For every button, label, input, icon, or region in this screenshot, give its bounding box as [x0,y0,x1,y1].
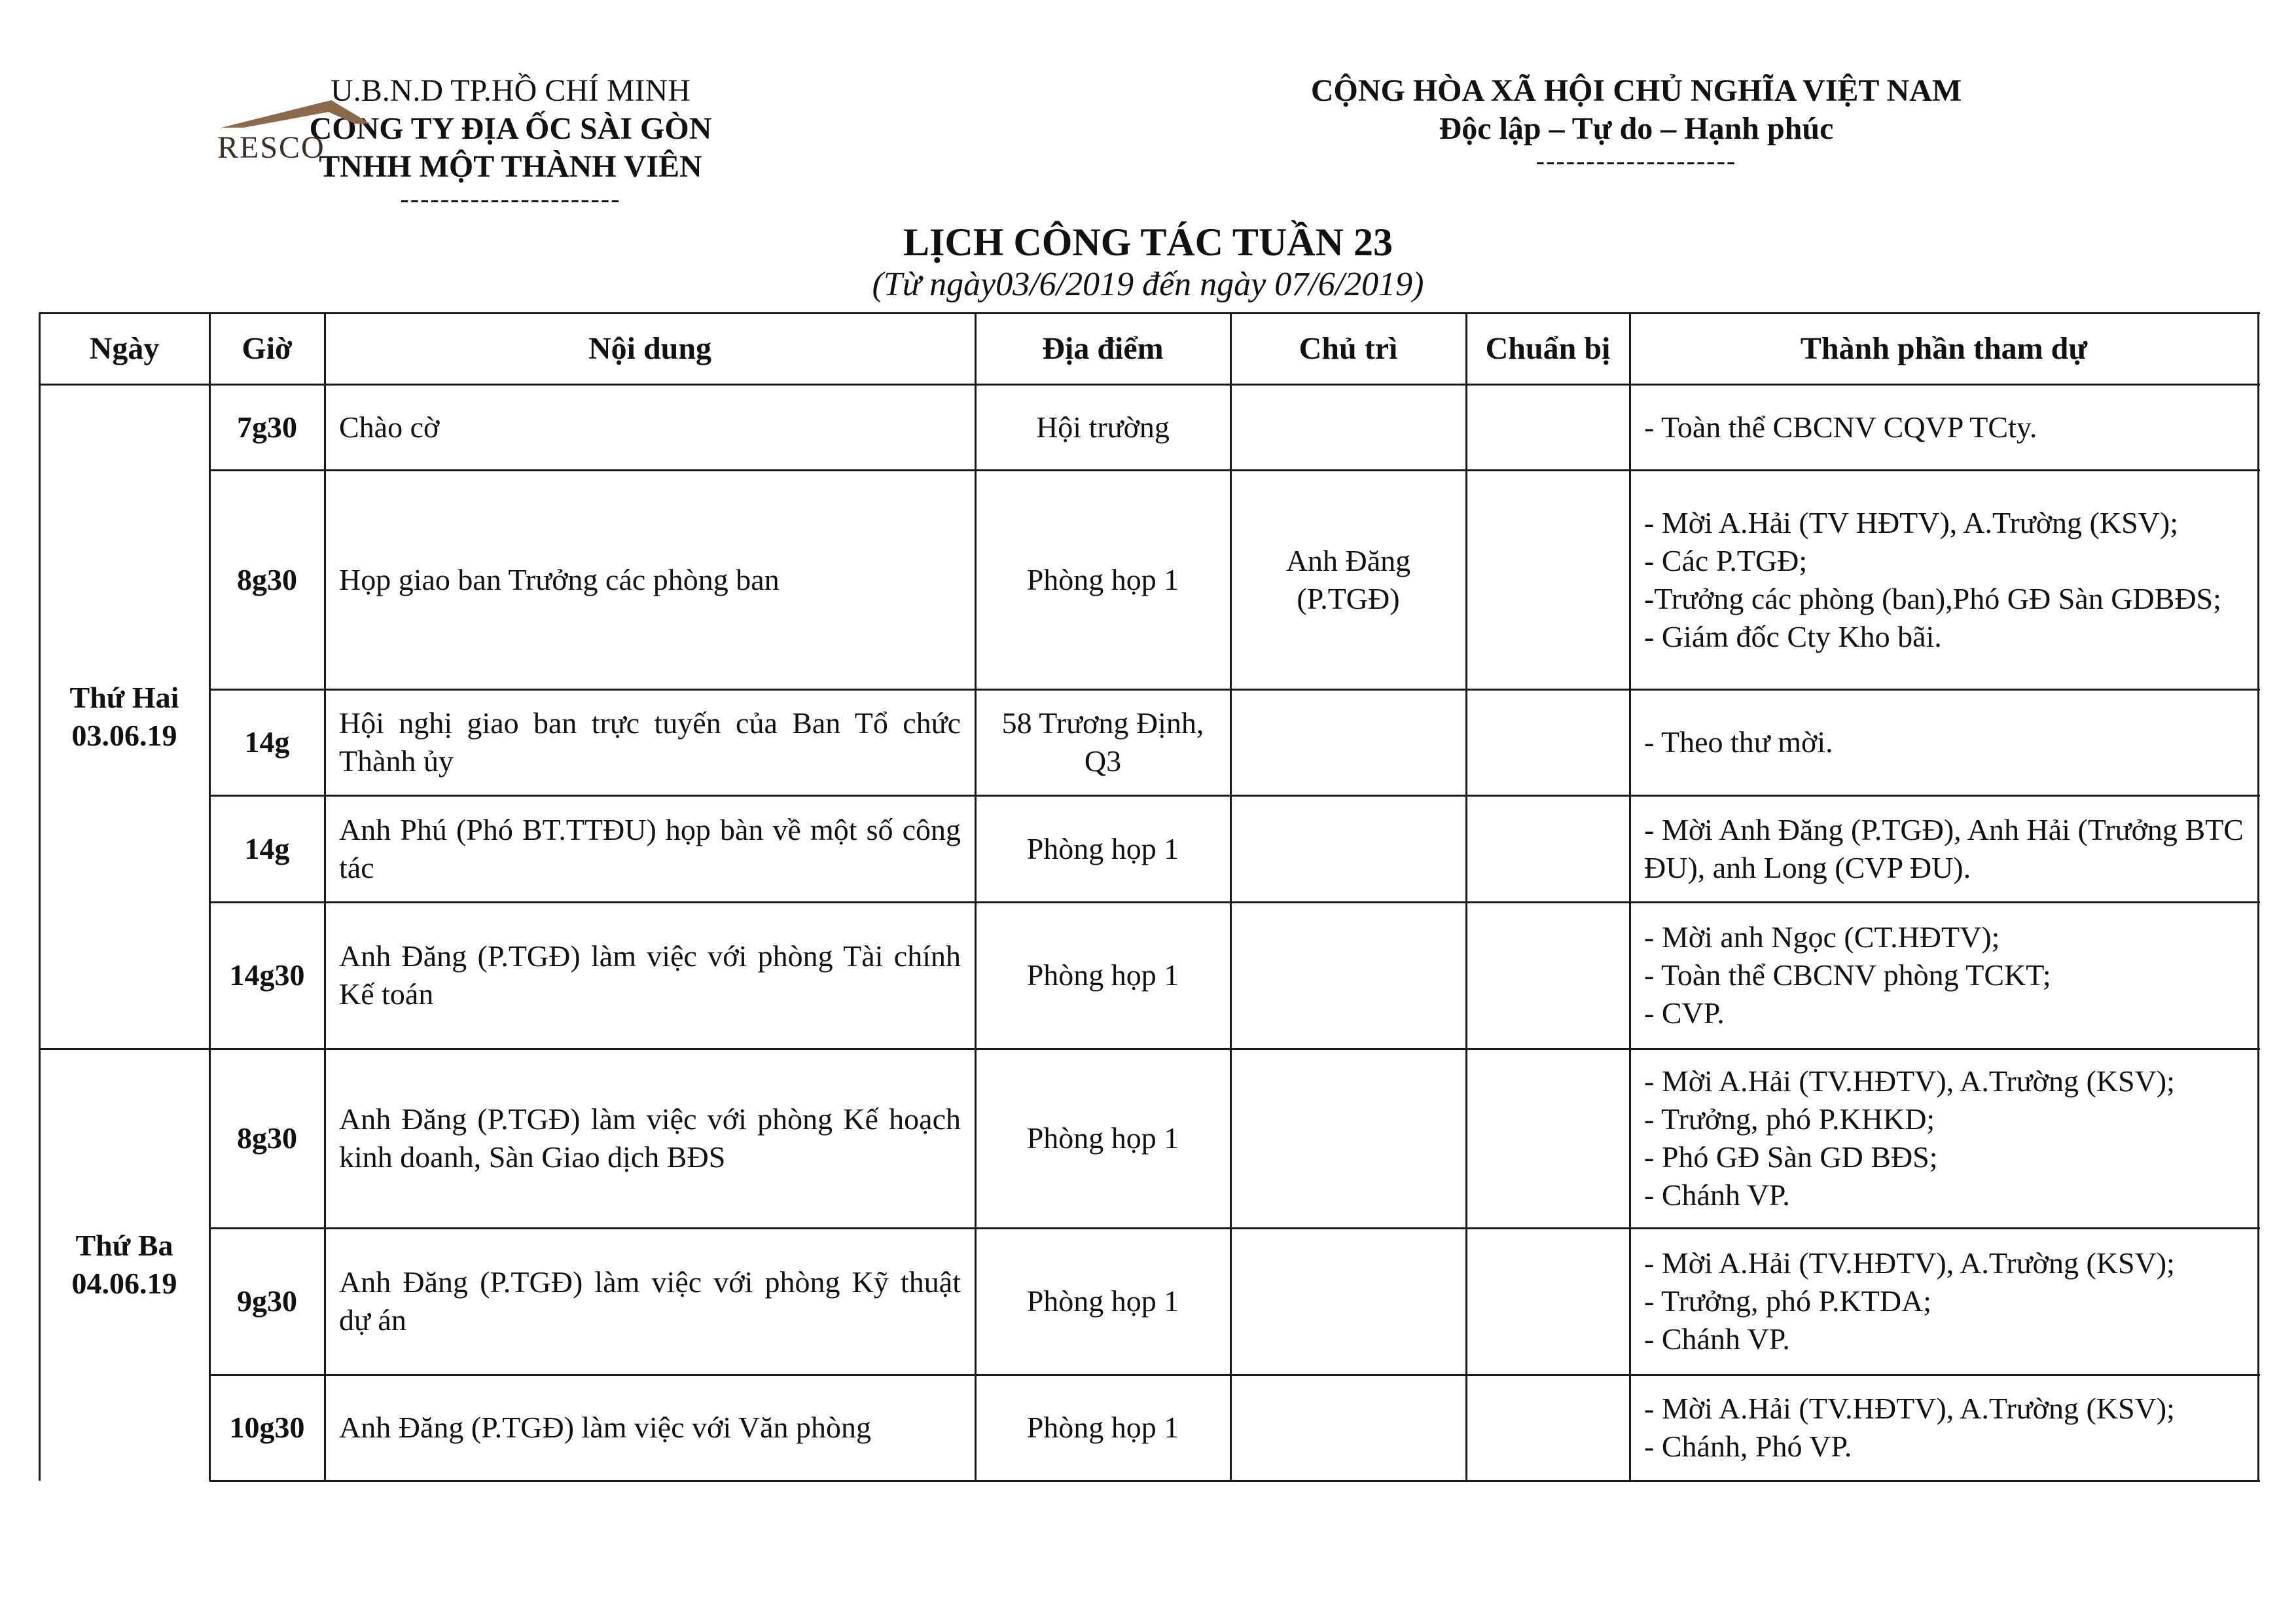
attendees-list [1644,1390,2244,1466]
date-range: (Từ ngày03/6/2019 đến ngày 07/6/2019) [872,266,1424,303]
place-text: 58 Trương Định, Q3 [1001,706,1204,778]
table-rule [1629,313,1631,1481]
attendee-line: - Mời A.Hải (TV HĐTV), A.Trường (KSV); [1644,505,2178,539]
chair-cell [1230,1049,1466,1228]
place-text: Phòng họp 1 [1026,958,1179,992]
attendees-list [1644,408,2244,446]
attendees-list [1644,918,2244,1032]
table-rule [39,1048,2260,1050]
content-cell [325,384,975,470]
attendees-cell [1630,902,2258,1049]
time-cell: 14g [244,725,290,759]
time-cell: 14g [244,831,290,865]
place-text: Phòng họp 1 [1026,1284,1179,1318]
attendees-list [1644,1244,2244,1358]
attendees-cell [1630,384,2258,470]
day-date: 04.06.19 [71,1267,177,1300]
attendees-list [1644,811,2244,887]
table-rule [209,1480,2260,1482]
day-name: Thứ Hai [69,680,179,714]
content-cell [325,1375,975,1481]
org-line-3: TNHH MỘT THÀNH VIÊN [319,149,702,184]
attendee-line: - Mời anh Ngọc (CT.HĐTV); [1644,920,2000,954]
prep-cell [1466,1228,1630,1375]
table-rule [209,901,2260,903]
attendee-line: - Trưởng, phó P.KHKD; [1644,1102,1935,1136]
chair-cell [1230,1375,1466,1481]
attendee-line: - Toàn thể CBCNV phòng TCKT; [1644,958,2051,992]
attendee-line: - Mời A.Hải (TV.HĐTV), A.Trường (KSV); [1644,1064,2175,1098]
place-cell [975,1049,1230,1228]
table-rule [209,313,211,1481]
prep-cell [1466,1049,1630,1228]
place-cell [975,795,1230,902]
time-cell: 10g30 [229,1411,305,1444]
table-rule [975,313,977,1481]
content-cell [325,795,975,902]
table-rule [39,313,41,1481]
day-label [54,1227,195,1303]
table-rule [1230,313,1232,1481]
content-cell [325,1228,975,1375]
col-chair-header: Chủ trì [1299,331,1398,366]
time-cell: 8g30 [237,1121,297,1155]
attendees-cell [1630,1228,2258,1375]
time-cell: 8g30 [237,562,297,596]
content-cell [325,1049,975,1228]
content-text: Anh Đăng (P.TGĐ) làm việc với phòng Kế hoạch kinh doanh, Sàn Giao dịch BĐS [339,1102,961,1174]
prep-cell [1466,902,1630,1049]
national-motto-1: CỘNG HÒA XÃ HỘI CHỦ NGHĨA VIỆT NAM [1310,73,1962,108]
col-content-header: Nội dung [588,331,712,366]
org-divider: ---------------------- [400,184,621,213]
place-cell [975,470,1230,689]
table-rule [39,312,2260,314]
chair-cell [1230,384,1466,470]
chair-cell [1230,1228,1466,1375]
attendee-line: -Trưởng các phòng (ban),Phó GĐ Sàn GDBĐS; [1644,581,2221,615]
content-text: Anh Phú (Phó BT.TTĐU) họp bàn về một số công tác [339,812,961,884]
attendees-list [1644,504,2244,656]
time-cell: 7g30 [237,410,297,444]
day-cell [39,384,209,1049]
table-rule [209,689,2260,691]
day-cell [39,1049,209,1481]
attendee-line: - CVP. [1644,996,1725,1030]
place-text: Hội trường [1036,410,1170,444]
place-cell [975,902,1230,1049]
content-text: Anh Đăng (P.TGĐ) làm việc với Văn phòng [339,1411,872,1444]
table-rule [2257,313,2259,1481]
attendee-line: - Theo thư mời. [1644,725,1833,759]
attendee-line: - Chánh VP. [1644,1322,1790,1356]
chair-cell [1230,689,1466,795]
place-text: Phòng họp 1 [1026,562,1179,596]
place-text: Phòng họp 1 [1026,831,1179,865]
attendee-line: - Trưởng, phó P.KTDA; [1644,1284,1932,1318]
col-day-header: Ngày [89,331,160,366]
place-cell [975,1228,1230,1375]
place-text: Phòng họp 1 [1026,1121,1179,1155]
org-line-2: CÔNG TY ĐỊA ỐC SÀI GÒN [309,111,712,146]
attendee-line: - Giám đốc Cty Kho bãi. [1644,619,1942,653]
chair-text: Anh Đăng (P.TGĐ) [1285,543,1411,615]
prep-cell [1466,689,1630,795]
day-label [54,679,195,755]
attendees-cell [1630,1049,2258,1228]
attendee-line: - Toàn thể CBCNV CQVP TCty. [1644,410,2037,444]
place-cell [975,384,1230,470]
attendees-cell [1630,795,2258,902]
col-attendees-header: Thành phần tham dự [1800,331,2088,366]
logo-text: RESCO [217,130,325,160]
content-text: Anh Đăng (P.TGĐ) làm việc với phòng Tài chính Kế toán [339,939,961,1011]
table-rule [209,1227,2260,1229]
day-date: 03.06.19 [71,718,177,752]
content-cell [325,470,975,689]
attendee-line: - Các P.TGĐ; [1644,543,1808,577]
table-rule [209,795,2260,797]
table-rule [209,1374,2260,1376]
day-name: Thứ Ba [75,1229,173,1262]
chair-cell [1230,902,1466,1049]
time-cell: 14g30 [229,958,305,992]
content-text: Họp giao ban Trưởng các phòng ban [339,562,780,596]
table-rule [209,469,2260,471]
national-motto-2: Độc lập – Tự do – Hạnh phúc [1439,111,1834,146]
chair-cell [1230,795,1466,902]
place-text: Phòng họp 1 [1026,1411,1179,1444]
attendee-line: - Phó GĐ Sàn GD BĐS; [1644,1140,1938,1174]
time-cell: 9g30 [237,1284,297,1318]
prep-cell [1466,470,1630,689]
col-place-header: Địa điểm [1042,331,1164,366]
prep-cell [1466,795,1630,902]
prep-cell [1466,384,1630,470]
attendees-list [1644,1062,2244,1214]
attendees-cell [1630,689,2258,795]
content-cell [325,902,975,1049]
place-cell [975,689,1230,795]
prep-cell [1466,1375,1630,1481]
national-divider: -------------------- [1535,146,1737,175]
col-prep-header: Chuẩn bị [1485,331,1611,366]
chair-cell [1230,470,1466,689]
attendee-line: - Mời A.Hải (TV.HĐTV), A.Trường (KSV); [1644,1246,2175,1280]
content-text: Hội nghị giao ban trực tuyến của Ban Tổ chức Thành ủy [339,706,961,778]
attendee-line: - Chánh VP. [1644,1178,1790,1212]
col-time-header: Giờ [242,331,293,366]
table-rule [39,384,2260,386]
org-line-1: U.B.N.D TP.HỒ CHÍ MINH [331,73,691,108]
attendees-cell [1630,470,2258,689]
attendee-line: - Mời A.Hải (TV.HĐTV), A.Trường (KSV); [1644,1392,2175,1425]
attendee-line: - Mời Anh Đăng (P.TGĐ), Anh Hải (Trưởng BTC ĐU), anh Long (CVP ĐU). [1644,812,2244,884]
table-rule [324,313,326,1481]
content-text: Anh Đăng (P.TGĐ) làm việc với phòng Kỹ thuật dự án [339,1265,961,1337]
attendees-cell [1630,1375,2258,1481]
page-title: LỊCH CÔNG TÁC TUẦN 23 [903,221,1393,264]
table-rule [1465,313,1467,1481]
content-cell [325,689,975,795]
content-text: Chào cờ [339,410,440,444]
place-cell [975,1375,1230,1481]
attendee-line: - Chánh, Phó VP. [1644,1430,1852,1463]
attendees-list [1644,723,2244,761]
